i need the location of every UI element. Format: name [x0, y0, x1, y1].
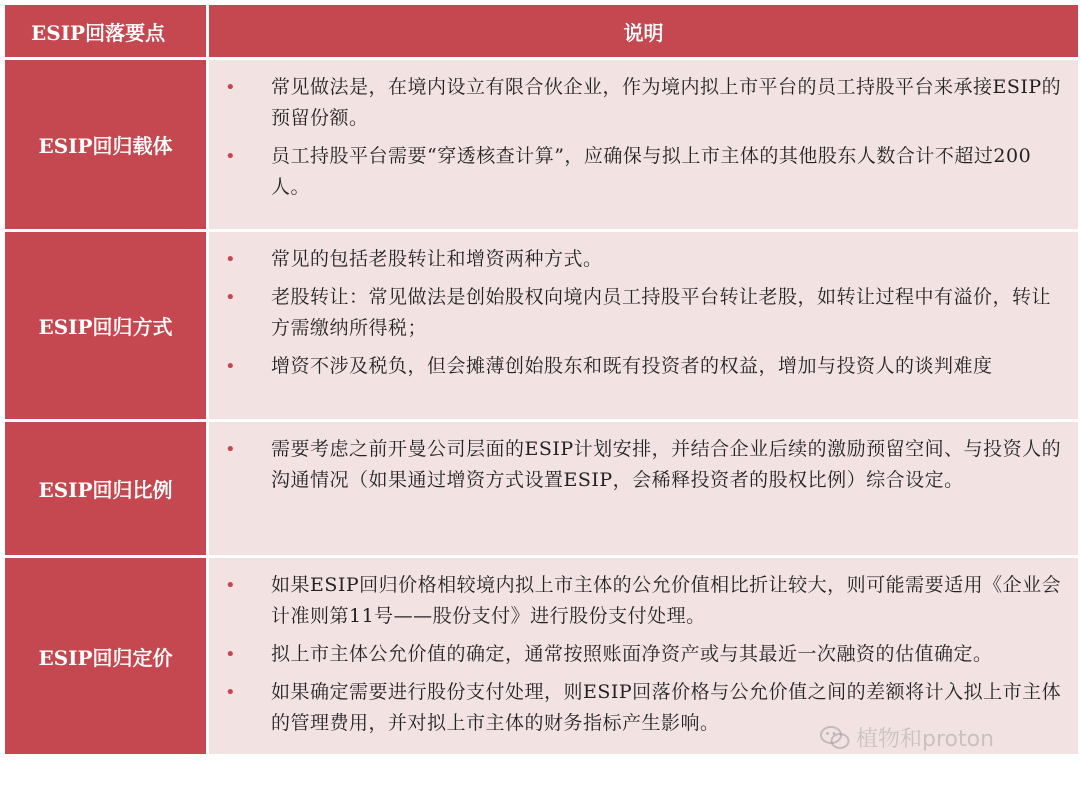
- bullet-item: [225, 570, 1064, 632]
- watermark: [820, 722, 994, 753]
- bullet-icon: •: [225, 644, 237, 665]
- bullet-text: 老股转让：常见做法是创始股权向境内员工持股平台转让老股，如转让过程中有溢价，转让方需缴纳所得税；: [271, 286, 1052, 339]
- bullet-list: [209, 232, 1078, 397]
- bullet-text: 如果ESIP回归价格相较境内拟上市主体的公允价值相比折让较大，则可能需要适用《企业会计准则第11号——股份支付》进行股份支付处理。: [271, 574, 1062, 627]
- watermark-text: 植物和proton: [856, 727, 995, 752]
- row-desc: [208, 59, 1080, 231]
- header-key-title: ESIP回落要点: [4, 4, 208, 59]
- header-desc-title: 说明: [208, 4, 1080, 59]
- row-key: ESIP回归载体: [4, 59, 208, 231]
- esip-table: [2, 2, 1080, 757]
- header-row: [4, 4, 1080, 59]
- row-key: ESIP回归比例: [4, 421, 208, 557]
- row-key: ESIP回归方式: [4, 231, 208, 421]
- bullet-text: 常见做法是，在境内设立有限合伙企业，作为境内拟上市平台的员工持股平台来承接ESIP的预留份额。: [271, 76, 1062, 129]
- bullet-icon: •: [225, 575, 237, 596]
- row-desc: [208, 421, 1080, 557]
- bullet-icon: •: [225, 356, 237, 377]
- bullet-item: [225, 639, 1064, 670]
- table-row: [4, 231, 1080, 421]
- bullet-icon: •: [225, 249, 237, 270]
- bullet-icon: •: [225, 146, 237, 167]
- wechat-icon: [820, 725, 850, 751]
- bullet-item: [225, 72, 1064, 134]
- bullet-text: 需要考虑之前开曼公司层面的ESIP计划安排，并结合企业后续的激励预留空间、与投资人的沟通情况（如果通过增资方式设置ESIP，会稀释投资者的股权比例）综合设定。: [271, 438, 1062, 491]
- bullet-text: 员工持股平台需要“穿透核查计算”，应确保与拟上市主体的其他股东人数合计不超过200人。: [271, 145, 1032, 198]
- bullet-item: [225, 282, 1064, 344]
- bullet-icon: •: [225, 77, 237, 98]
- table-row: [4, 59, 1080, 231]
- bullet-icon: •: [225, 682, 237, 703]
- bullet-text: 如果确定需要进行股份支付处理，则ESIP回落价格与公允价值之间的差额将计入拟上市主体的管理费用，并对拟上市主体的财务指标产生影响。: [271, 681, 1062, 734]
- bullet-list: [209, 422, 1078, 511]
- row-desc: [208, 231, 1080, 421]
- bullet-item: [225, 141, 1064, 203]
- table-row: [4, 421, 1080, 557]
- row-key: ESIP回归定价: [4, 557, 208, 756]
- bullet-list: [209, 60, 1078, 218]
- bullet-text: 拟上市主体公允价值的确定，通常按照账面净资产或与其最近一次融资的估值确定。: [271, 643, 993, 665]
- bullet-text: 常见的包括老股转让和增资两种方式。: [271, 248, 603, 270]
- bullet-text: 增资不涉及税负，但会摊薄创始股东和既有投资者的权益，增加与投资人的谈判难度: [271, 355, 993, 377]
- bullet-item: [225, 244, 1064, 275]
- bullet-item: [225, 434, 1064, 496]
- bullet-icon: •: [225, 287, 237, 308]
- bullet-item: [225, 351, 1064, 382]
- bullet-icon: •: [225, 439, 237, 460]
